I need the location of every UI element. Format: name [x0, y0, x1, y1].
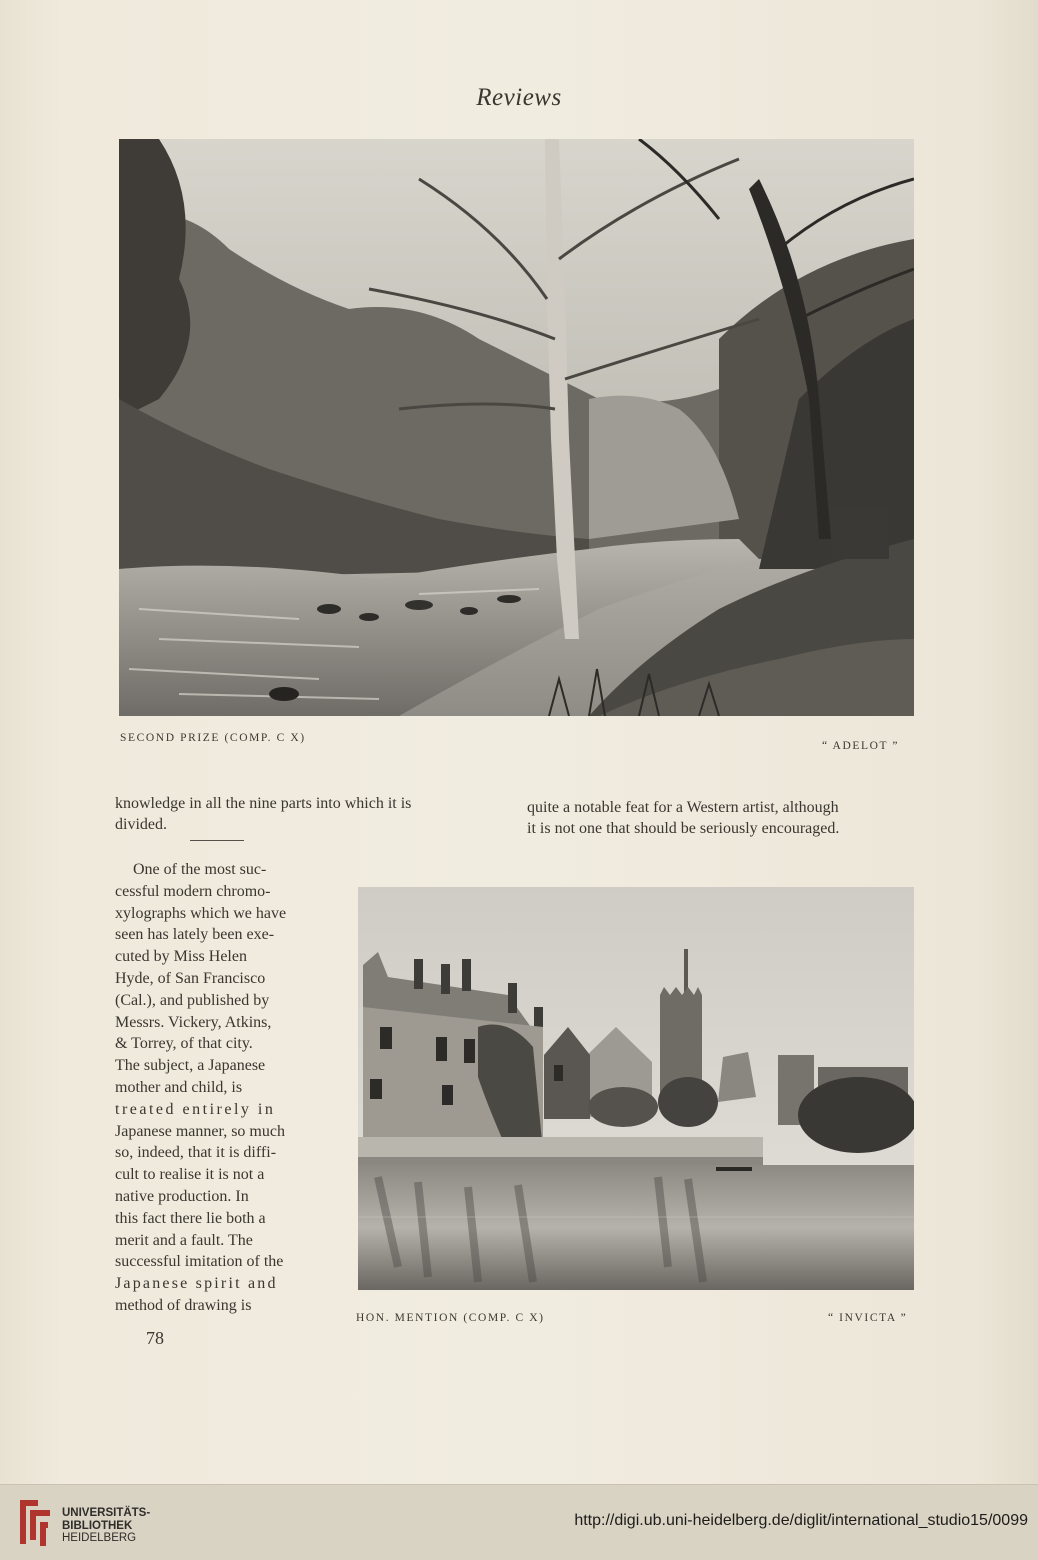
text-line: merit and a fault. The	[115, 1231, 253, 1249]
photo-river-landscape	[119, 139, 914, 716]
text-line: seen has lately been exe-	[115, 926, 275, 944]
text-left-continuation	[115, 793, 505, 835]
caption-top-right: “ ADELOT ”	[822, 740, 900, 752]
library-name-line: HEIDELBERG	[62, 1532, 137, 1544]
text-line: Japanese spirit and	[115, 1275, 278, 1293]
text-line: quite a notable feat for a Western artist, although	[527, 799, 839, 816]
text-line: xylographs which we have	[115, 904, 287, 922]
text-line: native production. In	[115, 1187, 249, 1205]
text-line: method of drawing is	[115, 1296, 252, 1314]
text-line: (Cal.), and published by	[115, 991, 270, 1009]
source-url-link[interactable]: http://digi.ub.uni-heidelberg.de/diglit/international_studio15/0099	[574, 1512, 1028, 1529]
review-column	[115, 859, 310, 1317]
photo-riverside-town	[358, 887, 914, 1290]
text-line: treated entirely in	[115, 1100, 276, 1118]
text-line: Hyde, of San Francisco	[115, 969, 266, 987]
library-name-line: BIBLIOTHEK	[62, 1519, 133, 1532]
section-divider	[190, 840, 244, 841]
caption-bottom-right: “ INVICTA ”	[828, 1312, 908, 1324]
text-line: cuted by Miss Helen	[115, 948, 247, 966]
library-name-line: UNIVERSITÄTS-	[62, 1507, 151, 1519]
text-line: knowledge in all the nine parts into which it is	[115, 795, 412, 812]
text-line: this fact there lie both a	[115, 1209, 266, 1227]
caption-top-left: SECOND PRIZE (COMP. C X)	[120, 732, 306, 744]
text-line: The subject, a Japanese	[115, 1057, 266, 1075]
text-line: Messrs. Vickery, Atkins,	[115, 1013, 272, 1031]
text-line: & Torrey, of that city.	[115, 1035, 253, 1053]
text-line: cessful modern chromo-	[115, 882, 271, 900]
text-line: successful imitation of the	[115, 1253, 284, 1271]
text-line: mother and child, is	[115, 1078, 243, 1096]
running-head: Reviews	[476, 84, 562, 111]
page-number: 78	[146, 1328, 164, 1348]
text-line: One of the most suc-	[133, 861, 267, 878]
caption-bottom-left: HON. MENTION (COMP. C X)	[356, 1312, 545, 1324]
text-line: divided.	[115, 816, 167, 833]
text-line: so, indeed, that it is diffi-	[115, 1144, 277, 1162]
text-line: cult to realise it is not a	[115, 1166, 265, 1184]
text-right-continuation	[527, 797, 917, 839]
library-name	[62, 1507, 150, 1545]
library-logo-icon	[12, 1496, 56, 1548]
text-line: Japanese manner, so much	[115, 1122, 285, 1140]
text-line: it is not one that should be seriously encouraged.	[527, 820, 840, 837]
